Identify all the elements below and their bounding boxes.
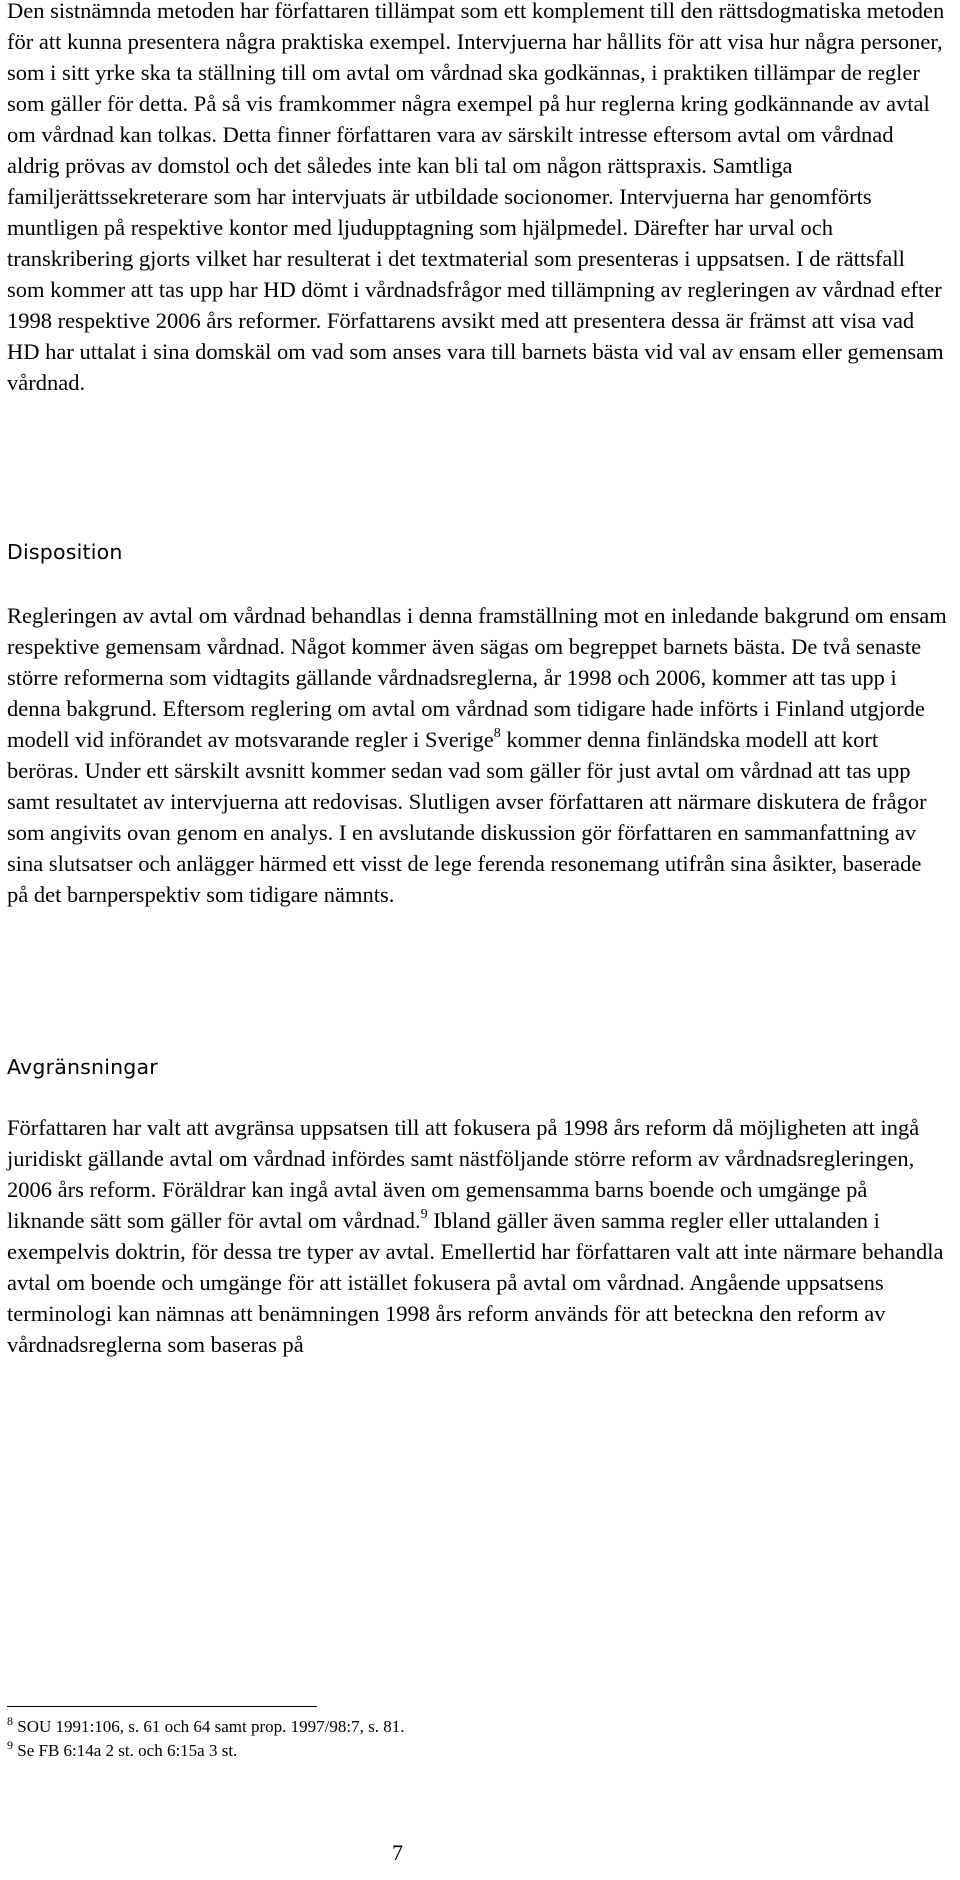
footnote-reference-9: 9 [420,1207,428,1222]
avgransningar-paragraph [7,1112,947,1360]
footnote-text: Se FB 6:14a 2 st. och 6:15a 3 st. [13,1741,238,1760]
footnote-8 [7,1716,404,1738]
footnote-9 [7,1740,237,1762]
avgransningar-text-part-2: Ibland gäller även samma regler eller uttalanden i exempelvis doktrin, för dessa tre typer av avtal. Emellertid har författaren valt att inte närmare behandla avtal om boende och umgänge för att istället fokusera på avtal om vårdnad. Angående uppsatsens terminologi kan nämnas att benämningen 1998 års reform används för att beteckna den reform av vårdnadsreglerna som baseras på [7,1208,944,1357]
disposition-text-part-1: Regleringen av avtal om vårdnad behandlas i denna framställning mot en inledande bakgrund om ensam respektive gemensam vårdnad. Något kommer även sägas om begreppet barnets bästa. De två senaste större reformerna som vidtagits gällande vårdnadsreglerna, år 1998 och 2006, kommer att tas upp i denna bakgrund. Eftersom reglering om avtal om vårdnad som tidigare hade införts i Finland utgjorde modell vid införandet av motsvarande regler i Sverige [7,603,947,752]
footnote-number: 8 [7,1714,13,1728]
footnote-number: 9 [7,1738,13,1752]
heading-avgransningar: Avgränsningar [7,1055,158,1079]
footnote-text: SOU 1991:106, s. 61 och 64 samt prop. 1997/98:7, s. 81. [13,1717,405,1736]
avgransningar-text-part-1: Författaren har valt att avgränsa uppsatsen till att fokusera på 1998 års reform då möjligheten att ingå juridiskt gällande avtal om vårdnad infördes samt nästföljande större reform av vårdnadsregleringen, 2006 års reform. Föräldrar kan ingå avtal även om gemensamma barns boende och umgänge på liknande sätt som gäller för avtal om vårdnad. [7,1115,920,1233]
page-number: 7 [392,1840,403,1865]
footnote-reference-8: 8 [493,726,501,741]
heading-disposition: Disposition [7,540,123,564]
intro-paragraph: Den sistnämnda metoden har författaren tillämpat som ett komplement till den rättsdogmatiska metoden för att kunna presentera några praktiska exempel. Intervjuerna har hållits för att visa hur några personer, som i sitt yrke ska ta ställning till om avtal om vårdnad ska godkännas, i praktiken tillämpar de regler som gäller för detta. På så vis framkommer några exempel på hur reglerna kring godkännande av avtal om vårdnad kan tolkas. Detta finner författaren vara av särskilt intresse eftersom avtal om vårdnad aldrig prövas av domstol och det således inte kan bli tal om någon rättspraxis. Samtliga familjerättssekreterare som har intervjuats är utbildade socionomer. Intervjuerna har genomförts muntligen på respektive kontor med ljudupptagning som hjälpmedel. Därefter har urval och transkribering gjorts vilket har resulterat i det textmaterial som presenteras i uppsatsen. I de rättsfall som kommer att tas upp har HD dömt i vårdnadsfrågor med tillämpning av regleringen av vårdnad efter 1998 respektive 2006 års reformer. Författarens avsikt med att presentera dessa är främst att visa vad HD har uttalat i sina domskäl om vad som anses vara till barnets bästa vid val av ensam eller gemensam vårdnad. [7,0,945,395]
footnote-divider [7,1706,317,1707]
disposition-text-part-2: kommer denna finländska modell att kort beröras. Under ett särskilt avsnitt kommer sedan vad som gäller för just avtal om vårdnad att tas upp samt resultatet av intervjuerna att redovisas. Slutligen avser författaren att närmare diskutera de frågor som angivits ovan genom en analys. I en avslutande diskussion gör författaren en sammanfattning av sina slutsatser och anlägger härmed ett visst de lege ferenda resonemang utifrån sina åsikter, baserade på det barnperspektiv som tidigare nämnts. [7,727,927,907]
disposition-paragraph [7,600,947,910]
